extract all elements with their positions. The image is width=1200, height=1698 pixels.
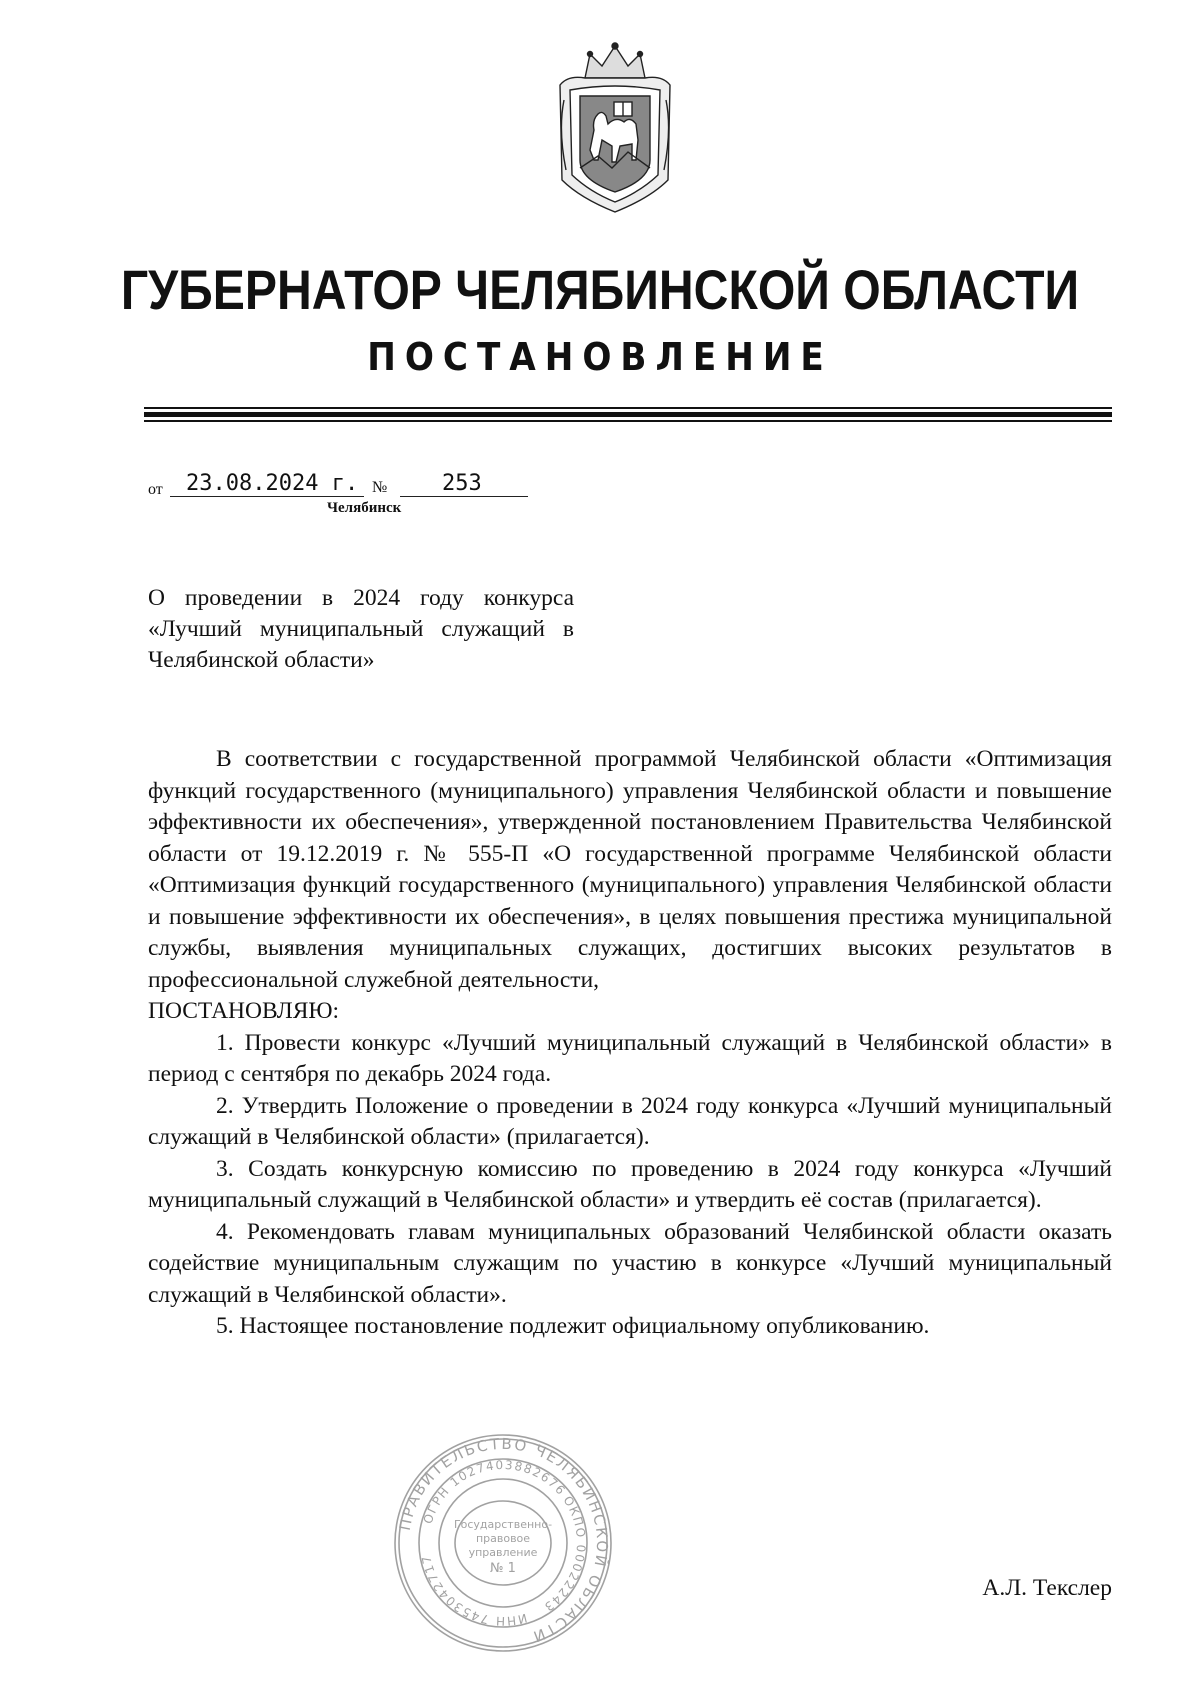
document-date: 23.08.2024 г. [170,471,364,497]
from-label: от [148,481,163,498]
document-subject: О проведении в 2024 году конкурса «Лучший муниципальный служащий в Челябинской области» [148,585,574,673]
list-item: 2. Утвердить Положение о проведении в 2024 году конкурса «Лучший муниципальный служащий в Челябинской области» (прилагается). [148,1092,1112,1150]
list-item: 5. Настоящее постановление подлежит официальному опубликованию. [216,1313,930,1339]
seal-center-line: управление [468,1546,538,1559]
resolve-word: ПОСТАНОВЛЯЮ: [148,998,340,1024]
header-divider-bottom [144,420,1112,422]
seal-ogrn: ОГРН 1027403882676 [420,1457,569,1526]
list-item: 1. Провести конкурс «Лучший муниципальный служащий в Челябинской области» в период с сентября по декабрь 2024 года. [148,1029,1112,1087]
header-divider-top [144,407,1112,409]
header-divider-main [144,412,1112,417]
list-item: 4. Рекомендовать главам муниципальных образований Челябинской области оказать содействие муниципальным служащим по участию в конкурсе «Лучший муниципальный служащий в Челябинской области». [148,1218,1112,1308]
document-number: 253 [400,471,528,497]
issuer-title: ГУБЕРНАТОР ЧЕЛЯБИНСКОЙ ОБЛАСТИ [120,258,1080,321]
issue-city: Челябинск [327,500,402,516]
signatory-name: А.Л. Текслер [982,1575,1112,1601]
seal-center-line: правовое [475,1532,531,1545]
document-type: ПОСТАНОВЛЕНИЕ [367,335,833,379]
seal-okpo: ОКПО 00022243 [540,1493,589,1615]
official-seal-icon [392,1432,614,1654]
list-item: 3. Создать конкурсную комиссию по проведению в 2024 году конкурса «Лучший муниципальный служащий в Челябинской области» и утвердить её состав (прилагается). [148,1155,1112,1213]
preamble: В соответствии с государственной программой Челябинской области «Оптимизация функций государственного (муниципального) управления Челябинской области и повышение эффективности их обеспечения», утвержденной постановлением Правительства Челябинской области от 19.12.2019 г. № 555-П «О государственной программе Челябинской области «Оптимизация функций государственного (муниципального) управления Челябинской области и повышение эффективности их обеспечения», в целях повышения престижа муниципальной службы, выявления муниципальных служащих, достигших высоких результатов в профессиональной служебной деятельности, [148,746,1112,993]
number-label: № [372,479,388,496]
seal-outer-text: ПРАВИТЕЛЬСТВО ЧЕЛЯБИНСКОЙ ОБЛАСТИ [395,1434,612,1647]
seal-inn: ИНН 7453042717 [418,1553,529,1629]
coat-of-arms-icon [550,40,680,220]
seal-center-line: Государственно- [453,1518,553,1531]
document-body [148,744,1112,1343]
seal-center-line: № 1 [490,1561,516,1576]
